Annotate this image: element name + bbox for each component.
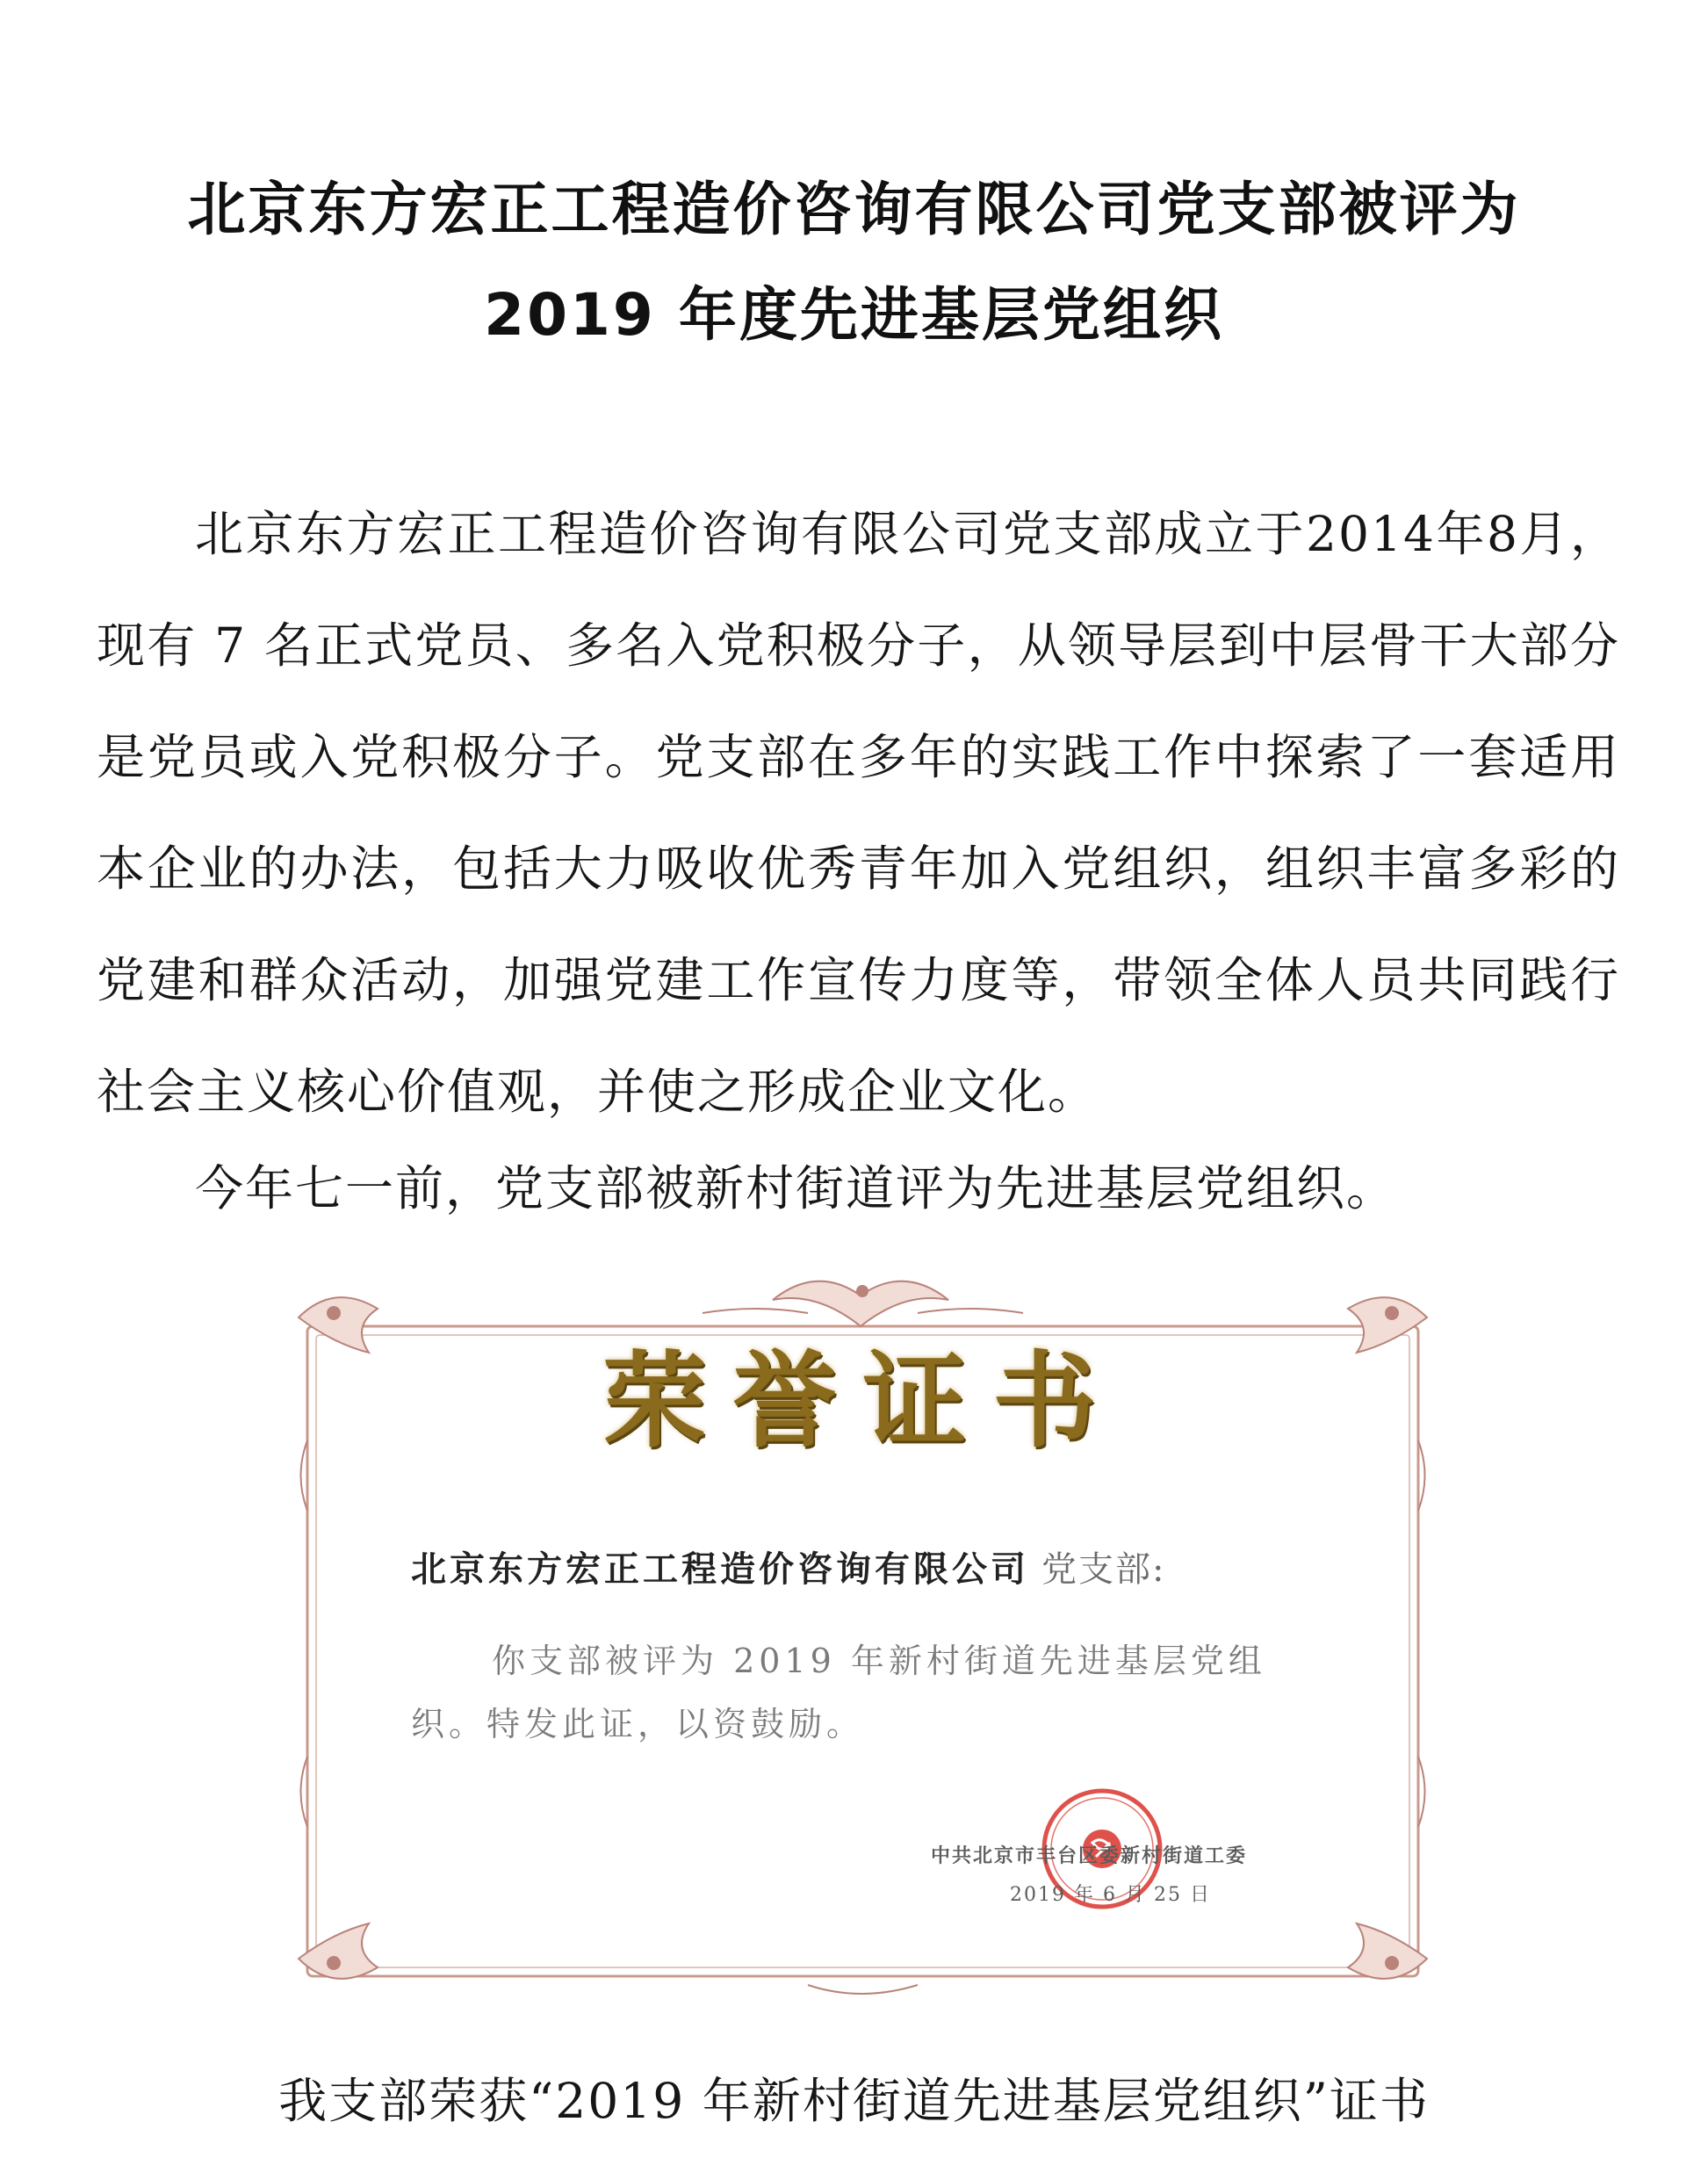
certificate-date: 2019 年 6 月 25 日 (1010, 1884, 1211, 1906)
honor-certificate-image (281, 1265, 1445, 2011)
certificate-issuer: 中共北京市丰台区委新村街道工委 (931, 1844, 1248, 1867)
certificate-caption: 我支部荣获“2019 年新村街道先进基层党组织”证书 (278, 2073, 1430, 2129)
certificate-title: 荣誉证书 (602, 1339, 1123, 1462)
document-title-line-2: 2019 年度先进基层党组织 (484, 281, 1224, 349)
certificate-recipient-branch: 党支部: (1041, 1549, 1166, 1590)
certificate-recipient-org: 北京东方宏正工程造价咨询有限公司 (411, 1549, 1029, 1590)
body-paragraph-2: 今年七一前，党支部被新村街道评为先进基层党组织。 (195, 1160, 1397, 1216)
body-paragraph-1: 北京东方宏正工程造价咨询有限公司党支部成立于2014年8月，现有 7 名正式党员、多名入党积极分子，从领导层到中层骨干大部分是党员或入党积极分子。党支部在多年的实践工作中探索了一套适用本企业的办法，包括大力吸收优秀青年加入党组织，组织丰富多彩的党建和群众活动，加强党建工作宣传力度等，带领全体人员共同践行社会主义核心价值观，并使之形成企业文化。 (97, 506, 1620, 1120)
certificate-body-text: 你支部被评为 2019 年新村街道先进基层党组织。特发此证，以资鼓励。 (411, 1642, 1266, 1743)
document-title-line-1: 北京东方宏正工程造价咨询有限公司党支部被评为 (187, 176, 1521, 243)
certificate-recipient (411, 1541, 1165, 1591)
